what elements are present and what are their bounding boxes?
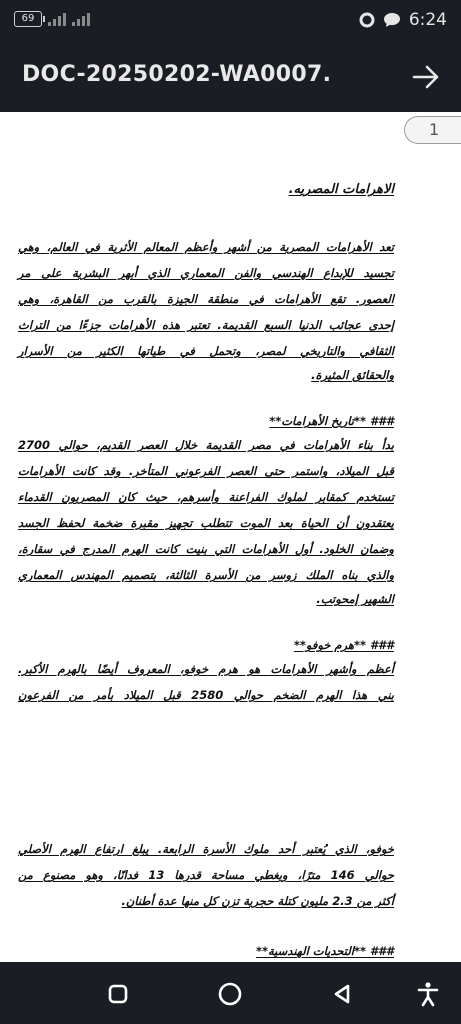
accessibility-button[interactable] bbox=[414, 980, 442, 1008]
paragraph-line: والذي بناه الملك زوسر من الأسرة الثالثة، بتصميم المهندس المعماري bbox=[18, 568, 394, 582]
page-number-badge: 1 bbox=[404, 116, 461, 144]
paragraph-line: يعتقدون أن الحياة بعد الموت تتطلب تجهيز مقبرة ضخمة لحفظ الجسد bbox=[18, 516, 394, 530]
document-page[interactable] bbox=[0, 112, 461, 962]
paragraph-line: العصور. تقع الأهرامات في منطقة الجيزة بالقرب من القاهرة، وهي bbox=[18, 292, 394, 306]
paragraph-line: قبل الميلاد، واستمر حتى العصر الفرعوني المتأخر. وقد كانت الأهرامات bbox=[18, 464, 394, 478]
paragraph-line: حوالي 146 مترًا، ويغطي مساحة قدرها 13 فدانًا، وهو مصنوع من bbox=[18, 868, 394, 882]
clock: 6:24 bbox=[408, 10, 447, 30]
recent-apps-button[interactable] bbox=[104, 980, 132, 1008]
signal-icon bbox=[72, 12, 90, 26]
paragraph-line: الشهير إمحوتب. bbox=[316, 592, 394, 606]
paragraph-line: أعظم وأشهر الأهرامات هو هرم خوفو، المعروف أيضًا بالهرم الأكبر. bbox=[18, 662, 394, 676]
paragraph-line: إحدى عجائب الدنيا السبع القديمة. تعتبر هذه الأهرامات جزءًا من التراث bbox=[18, 318, 394, 332]
battery-icon bbox=[14, 11, 42, 27]
document-title: DOC-20250202-WA0007. bbox=[22, 62, 332, 87]
home-button[interactable] bbox=[216, 980, 244, 1008]
paragraph-line: تجسيد للإبداع الهندسي والفن المعماري الذي أبهر البشرية على مر bbox=[18, 266, 394, 280]
status-bar bbox=[0, 0, 461, 42]
back-icon bbox=[331, 983, 353, 1005]
back-button[interactable] bbox=[328, 980, 356, 1008]
paragraph-line: خوفو، الذي يُعتبر أحد ملوك الأسرة الرابعة. يبلغ ارتفاع الهرم الأصلي bbox=[18, 842, 394, 856]
paragraph-line: والحقائق المثيرة. bbox=[311, 368, 394, 382]
document-heading: الاهرامات المصريه. bbox=[288, 182, 394, 197]
paragraph-line: تعد الأهرامات المصرية من أشهر وأعظم المعالم الأثرية في العالم، وهي bbox=[18, 240, 394, 254]
forward-button[interactable] bbox=[411, 62, 441, 92]
paragraph-line: وضمان الخلود. أول الأهرامات التي بنيت كانت الهرم المدرج في سقارة، bbox=[18, 542, 394, 556]
paragraph-line: بدأ بناء الأهرامات في مصر القديمة خلال العصر القديم، حوالي 2700 bbox=[18, 438, 394, 452]
app-bar bbox=[0, 42, 461, 112]
status-right bbox=[359, 10, 447, 30]
section-heading: ### **تاريخ الأهرامات** bbox=[269, 414, 394, 428]
paragraph-line: بني هذا الهرم الضخم حوالي 2580 قبل الميلاد بأمر من الفرعون bbox=[18, 688, 394, 702]
ring-icon bbox=[359, 12, 375, 28]
paragraph-line: تستخدم كمقابر لملوك الفراعنة وأسرهم، حيث كان المصريون القدماء bbox=[18, 490, 394, 504]
home-icon bbox=[217, 981, 243, 1007]
paragraph-line: الثقافي والتاريخي لمصر، وتحمل في طياتها الكثير من الأسرار bbox=[18, 344, 394, 358]
recent-apps-icon bbox=[107, 983, 129, 1005]
section-heading: ### **هرم خوفو** bbox=[293, 638, 394, 652]
chat-icon bbox=[383, 12, 401, 28]
arrow-right-icon bbox=[411, 62, 441, 92]
battery-level: 69 bbox=[21, 13, 35, 24]
accessibility-icon bbox=[416, 981, 440, 1007]
signal-icon bbox=[48, 12, 66, 26]
section-heading: ### **التحديات الهندسية** bbox=[255, 944, 394, 958]
paragraph-line: أكثر من 2.3 مليون كتلة حجرية تزن كل منها عدة أطنان. bbox=[121, 894, 394, 908]
navigation-bar bbox=[0, 962, 461, 1024]
status-left bbox=[14, 11, 90, 27]
